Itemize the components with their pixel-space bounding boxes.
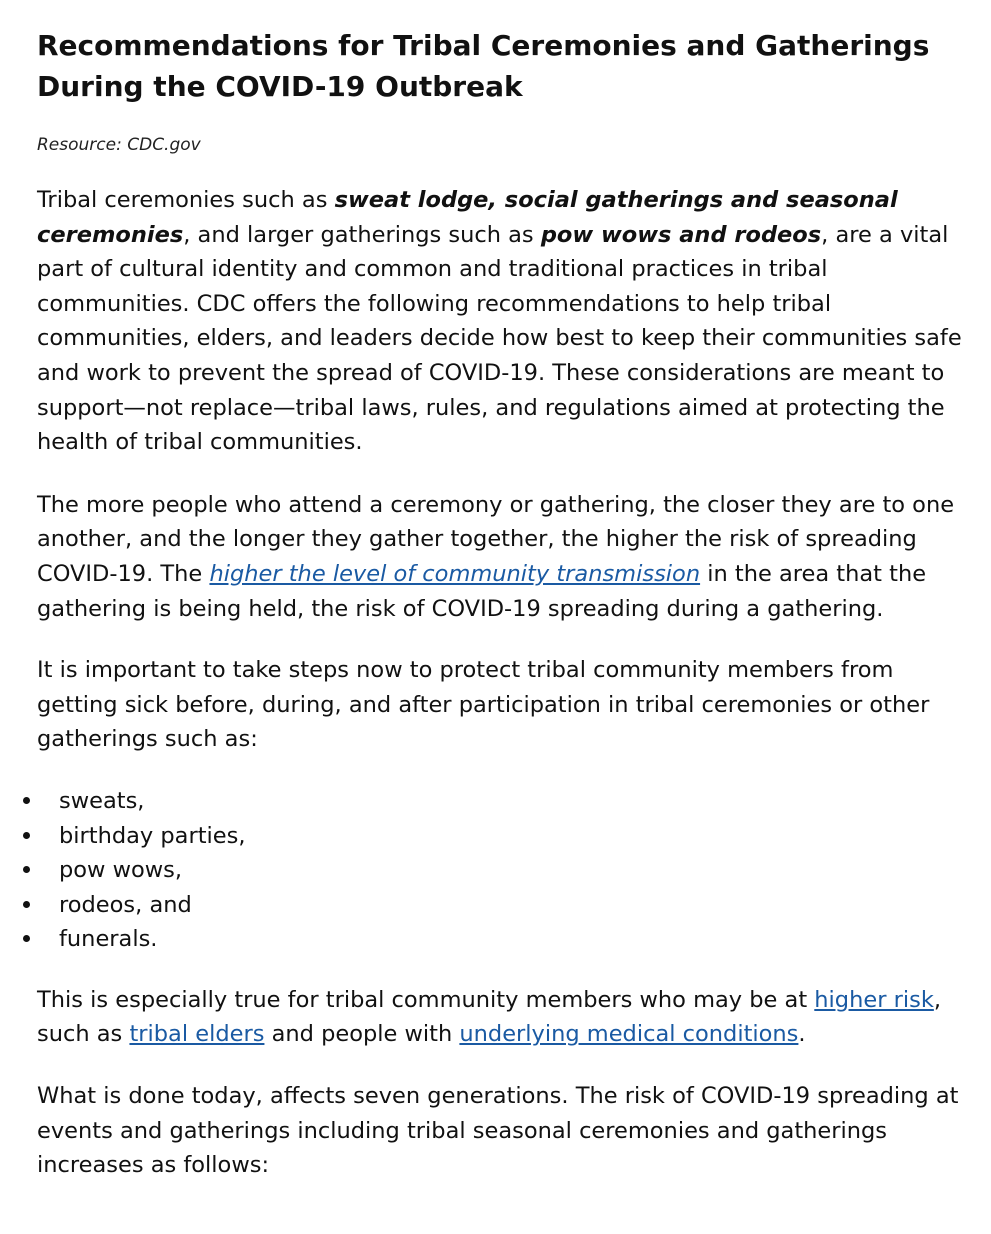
gatherings-list — [23, 784, 971, 957]
list-item: rodeos, and — [23, 888, 971, 923]
list-item: birthday parties, — [23, 819, 971, 854]
bullet-icon — [23, 832, 30, 839]
intro-paragraph — [37, 183, 971, 460]
risk-text-2: in the area that the gathering is being held, the risk of COVID-19 spreading during a gathering. — [37, 560, 927, 622]
bullet-icon — [23, 935, 30, 942]
steps-paragraph: It is important to take steps now to protect tribal community members from getting sick before, during, and after participation in tribal ceremonies or other gatherings such as: — [37, 657, 930, 753]
list-item: sweats, — [23, 784, 971, 819]
community-transmission-link[interactable]: higher the level of community transmission — [209, 560, 701, 587]
intro-emphasis-powwows: pow wows and rodeos — [540, 221, 822, 248]
bullet-icon — [23, 866, 30, 873]
intro-emphasis-ceremonies: sweat lodge, social gatherings and seasonal ceremonies — [37, 187, 898, 248]
higher-risk-text-3: and people with — [264, 1021, 460, 1048]
risk-paragraph — [37, 488, 971, 626]
intro-text-2: , and larger gatherings such as — [183, 221, 541, 248]
risk-text-1: The more people who attend a ceremony or gathering, the closer they are to one another, and the longer they gather together, the higher the risk of spreading COVID-19. The — [37, 491, 955, 587]
intro-text-1: Tribal ceremonies such as — [37, 187, 335, 213]
higher-risk-text-2: , such as — [37, 986, 942, 1048]
higher-risk-text-4: . — [798, 1021, 806, 1048]
list-item: pow wows, — [23, 853, 971, 888]
seven-generations-paragraph: What is done today, affects seven generations. The risk of COVID-19 spreading at events and gatherings including tribal seasonal ceremonies and gatherings increases as follows: — [37, 1083, 959, 1179]
higher-risk-link[interactable]: higher risk — [814, 986, 934, 1013]
higher-risk-paragraph — [37, 983, 971, 1052]
page-title: Recommendations for Tribal Ceremonies and Gatherings During the COVID-19 Outbreak — [37, 29, 930, 103]
list-item: funerals. — [23, 922, 971, 957]
higher-risk-text-1: This is especially true for tribal community members who may be at — [37, 986, 815, 1013]
intro-text-3: , are a vital part of cultural identity and common and traditional practices in tribal communities. CDC offers the following recommendations to help tribal communities, elders, and leaders decide how best to keep their communities safe and work to prevent the spread of COVID-19. These considerations are meant to support—not replace—tribal laws, rules, and regulations aimed at protecting the health of tribal communities. — [37, 221, 962, 456]
underlying-conditions-link[interactable]: underlying medical conditions — [459, 1021, 799, 1048]
bullet-icon — [23, 901, 30, 908]
resource-source: Resource: CDC.gov — [37, 135, 201, 155]
bullet-icon — [23, 797, 30, 804]
tribal-elders-link[interactable]: tribal elders — [129, 1021, 265, 1048]
